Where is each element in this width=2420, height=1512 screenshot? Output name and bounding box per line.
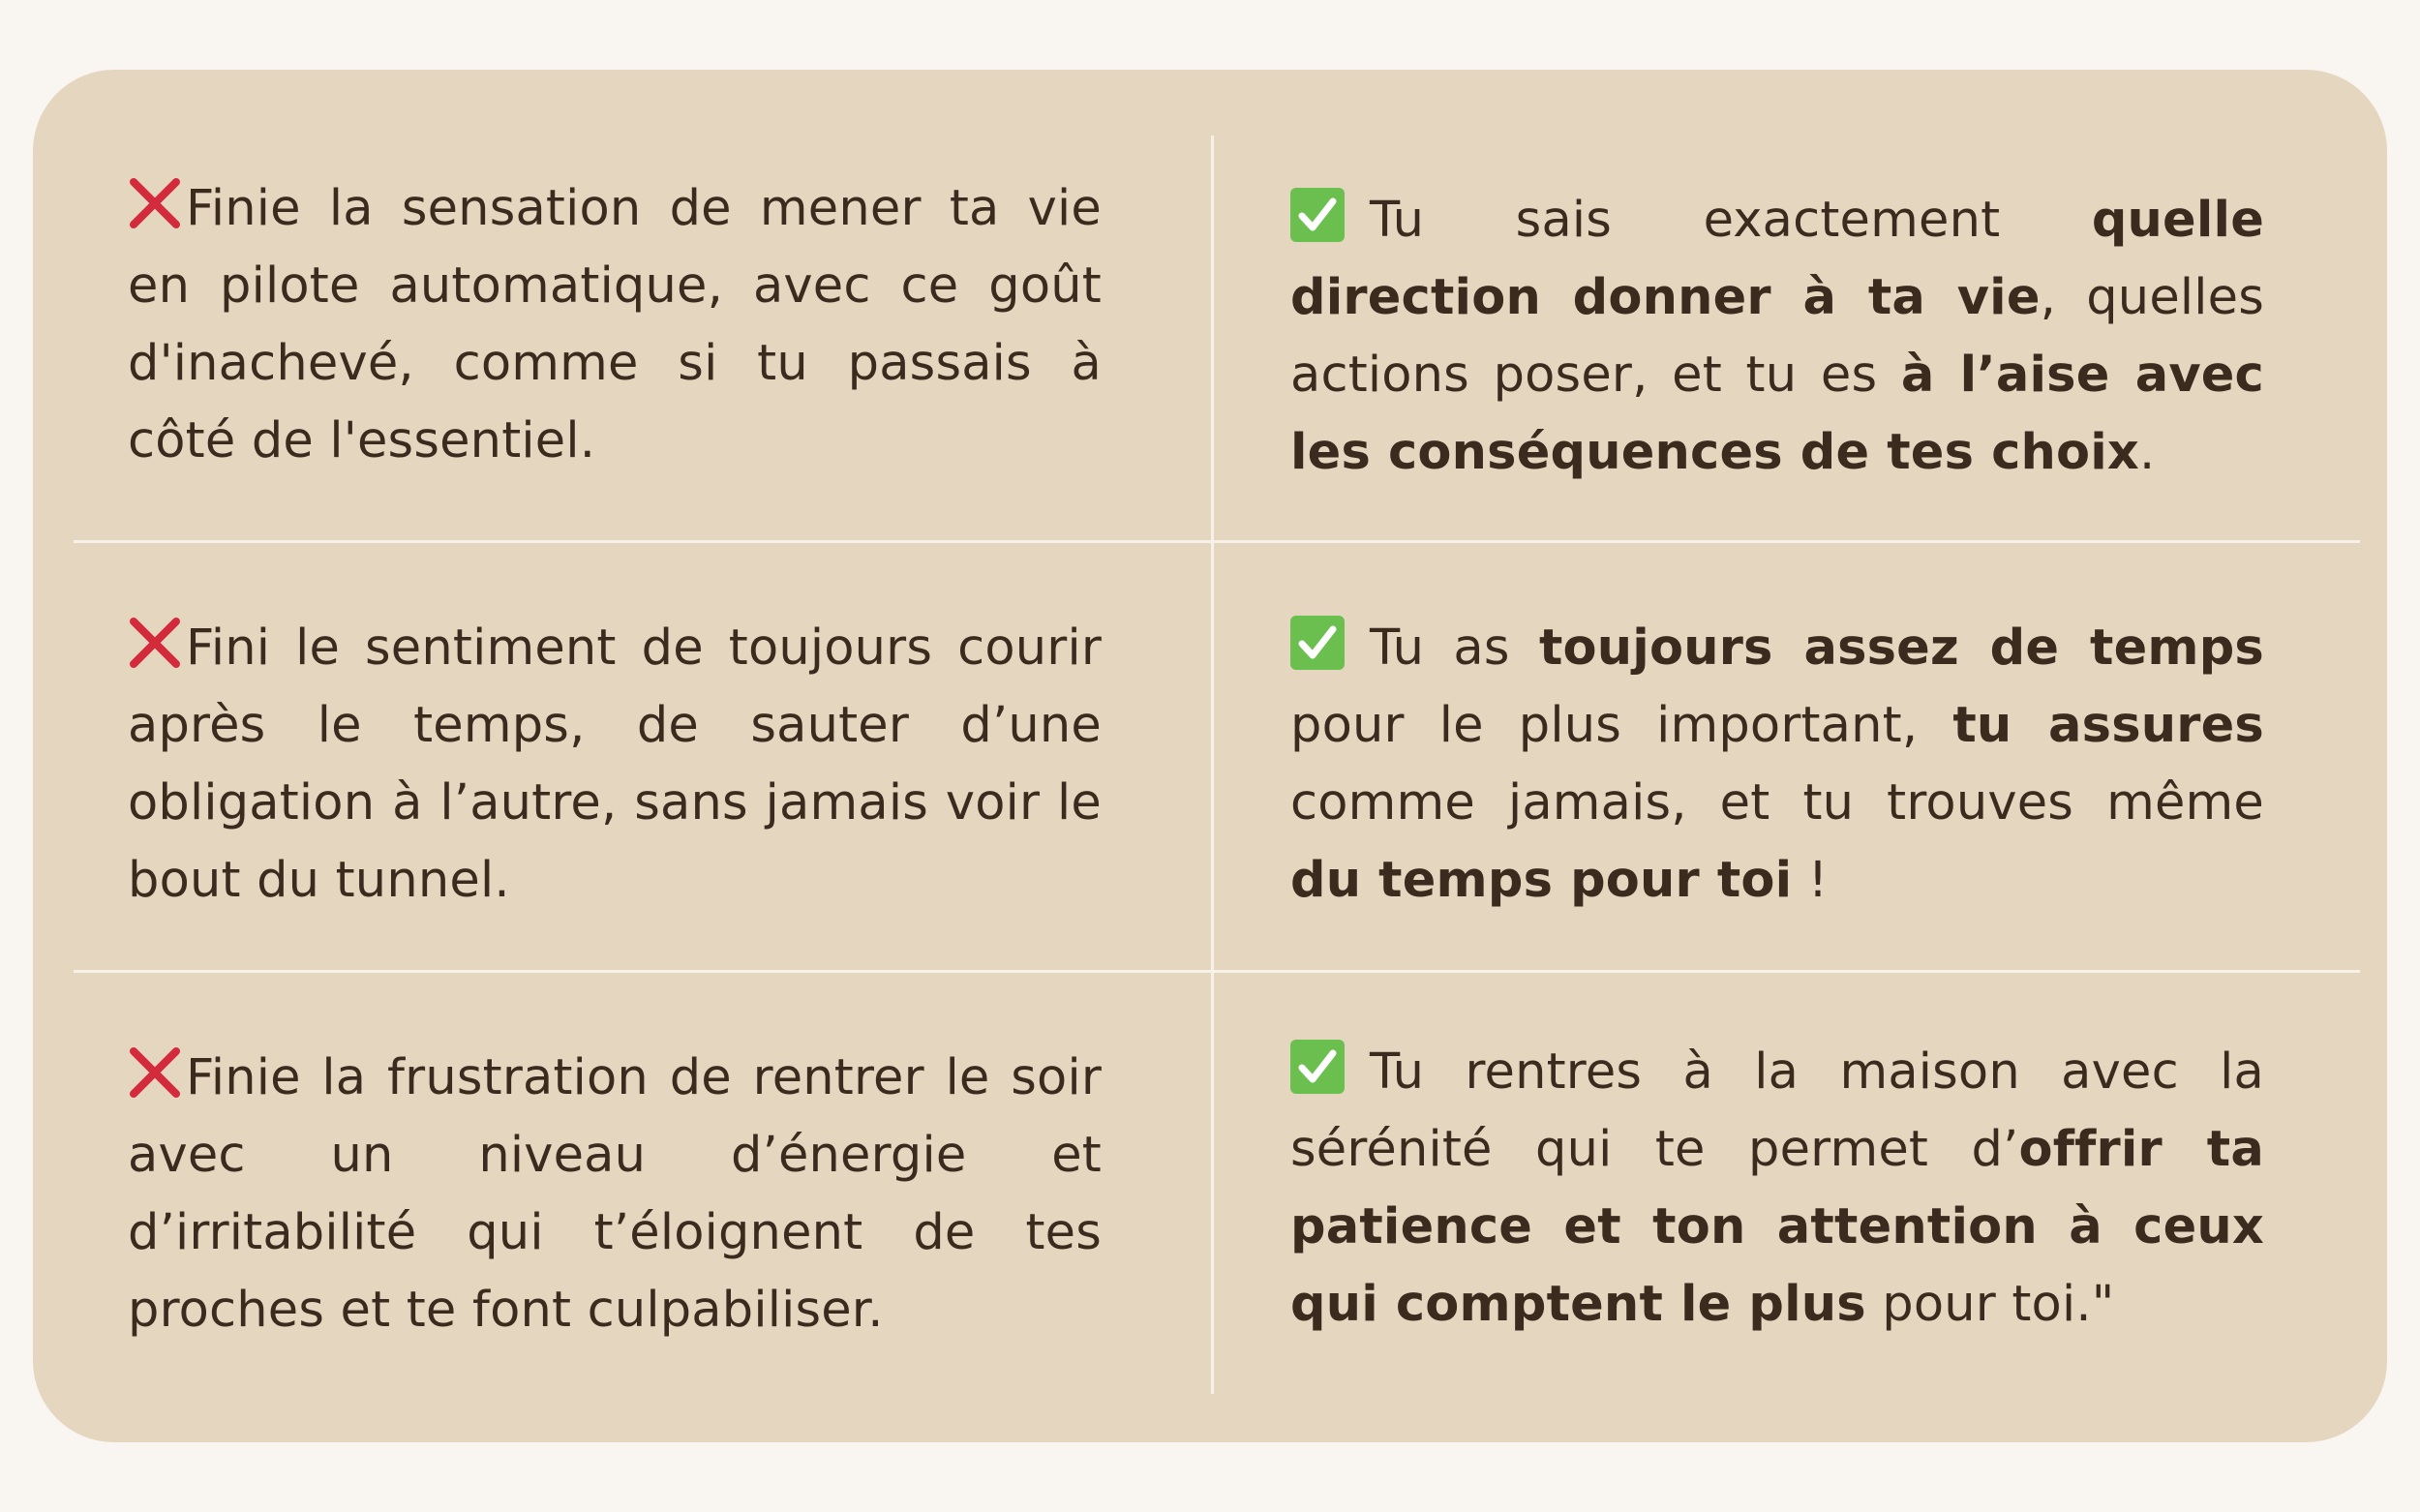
after-text: pour le plus important, [1290, 697, 1953, 754]
after-text-bold: à l’aise avec les conséquences de tes choix [1290, 347, 2264, 481]
cross-mark-icon [128, 1045, 182, 1100]
before-item-1 [128, 170, 1102, 480]
after-text-bold: tu assures [1952, 697, 2264, 754]
after-text: , quelles actions poser, et tu es [1290, 269, 2264, 404]
before-text: Fini le sentiment de toujours courir après le temps, de sauter d’une obligation à l’autre, sans jamais voir le bout du tunnel. [128, 620, 1102, 909]
before-item-2 [128, 610, 1102, 920]
after-text-bold: offrir ta patience et ton attention à ceux qui comptent le plus [1290, 1121, 2264, 1333]
after-text: Tu sais exactement [1370, 192, 2092, 249]
after-text-bold: du temps pour toi [1290, 852, 1793, 909]
after-item-3 [1290, 1034, 2264, 1344]
after-text: Tu rentres à la maison avec la sérénité qui te permet d’ [1290, 1043, 2264, 1178]
row-divider [74, 540, 2360, 543]
after-text: Tu as [1370, 620, 1539, 677]
check-mark-icon [1290, 188, 1345, 242]
after-text: . [2139, 424, 2156, 481]
before-text: Finie la sensation de mener ta vie en pilote automatique, avec ce goût d'inachevé, comme si tu passais à côté de l'essentiel. [128, 180, 1102, 469]
after-text-bold: toujours assez de temps [1538, 620, 2264, 677]
cross-mark-icon [128, 176, 182, 230]
after-text: ! [1792, 852, 1829, 909]
cross-mark-icon [128, 616, 182, 670]
after-item-2 [1290, 610, 2264, 920]
column-divider [1211, 136, 1214, 1394]
after-text: pour toi." [1865, 1276, 2115, 1333]
check-mark-icon [1290, 1040, 1345, 1094]
after-text: comme jamais, et tu trouves même [1290, 774, 2264, 832]
before-item-3 [128, 1040, 1102, 1349]
check-mark-icon [1290, 616, 1345, 670]
after-item-1 [1290, 182, 2264, 492]
after-text-bold: quelle direction donner à ta vie [1290, 192, 2264, 326]
before-text: Finie la frustration de rentrer le soir avec un niveau d’énergie et d’irritabilité qui t’éloignent de tes proches et te font culpabiliser. [128, 1049, 1102, 1339]
row-divider [74, 970, 2360, 973]
